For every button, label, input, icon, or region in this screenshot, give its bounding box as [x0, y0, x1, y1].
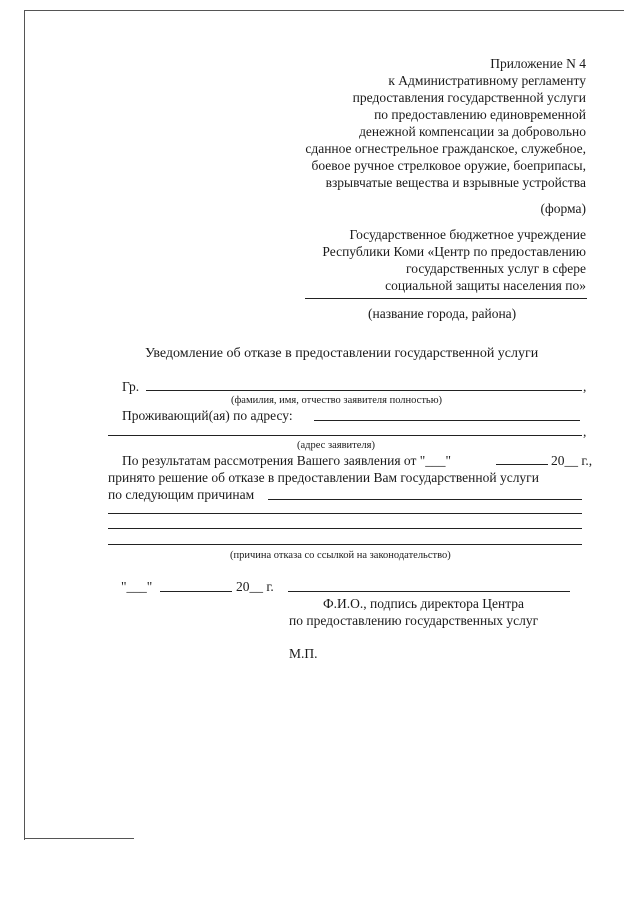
citizen-name-line: [146, 390, 582, 391]
appendix-line: по предоставлению единовременной: [374, 107, 586, 122]
city-caption: (название города, района): [368, 306, 517, 321]
citizen-caption: (фамилия, имя, отчество заявителя полностью): [231, 395, 443, 406]
appendix-line: предоставления государственной услуги: [352, 90, 586, 105]
signature-month-line: [160, 591, 232, 592]
stamp-label: М.П.: [289, 646, 318, 661]
signature-caption-1: Ф.И.О., подпись директора Центра: [323, 596, 525, 611]
reason-line-2: [108, 513, 582, 514]
page-border-bottom: [24, 838, 134, 839]
signature-date-day: "___": [121, 579, 153, 594]
appendix-line: боевое ручное стрелковое оружие, боеприпасы,: [311, 158, 586, 173]
citizen-comma: ,: [583, 379, 587, 394]
city-blank-line: [305, 298, 587, 299]
document-title: Уведомление об отказе в предоставлении государственной услуги: [145, 346, 539, 361]
appendix-line: к Административному регламенту: [388, 73, 586, 88]
signature-line: [288, 591, 570, 592]
decision-line-2: принято решение об отказе в предоставлении Вам государственной услуги: [108, 470, 539, 485]
reason-caption: (причина отказа со ссылкой на законодательство): [230, 550, 451, 561]
appendix-line: сданное огнестрельное гражданское, служебное,: [305, 141, 586, 156]
decision-line-3: по следующим причинам: [108, 487, 255, 502]
appendix-line: взрывчатые вещества и взрывные устройства: [325, 175, 586, 190]
decision-line-1b: 20__ г.,: [551, 453, 593, 468]
address-comma: ,: [583, 424, 587, 439]
address-caption: (адрес заявителя): [297, 440, 375, 451]
addressee-line: Государственное бюджетное учреждение: [349, 227, 586, 242]
appendix-line: денежной компенсации за добровольно: [359, 124, 586, 139]
page-border-top: [24, 10, 624, 11]
citizen-prefix: Гр.: [122, 379, 140, 394]
reason-line-3: [108, 528, 582, 529]
form-label: (форма): [540, 201, 586, 216]
decision-line-1a: По результатам рассмотрения Вашего заявления от "___": [122, 453, 452, 468]
signature-date-year: 20__ г.: [236, 579, 274, 594]
address-line-2: [108, 435, 582, 436]
addressee-line: Республики Коми «Центр по предоставлению: [322, 244, 586, 259]
date-month-line: [496, 464, 548, 465]
page-border-left: [24, 10, 25, 840]
reason-line-1: [268, 499, 582, 500]
reason-line-4: [108, 544, 582, 545]
addressee-line: социальной защиты населения по»: [385, 278, 586, 293]
residing-label: Проживающий(ая) по адресу:: [122, 408, 293, 423]
addressee-line: государственных услуг в сфере: [406, 261, 586, 276]
address-line-1: [314, 420, 580, 421]
appendix-line: Приложение N 4: [490, 56, 586, 71]
signature-caption-2: по предоставлению государственных услуг: [289, 613, 539, 628]
